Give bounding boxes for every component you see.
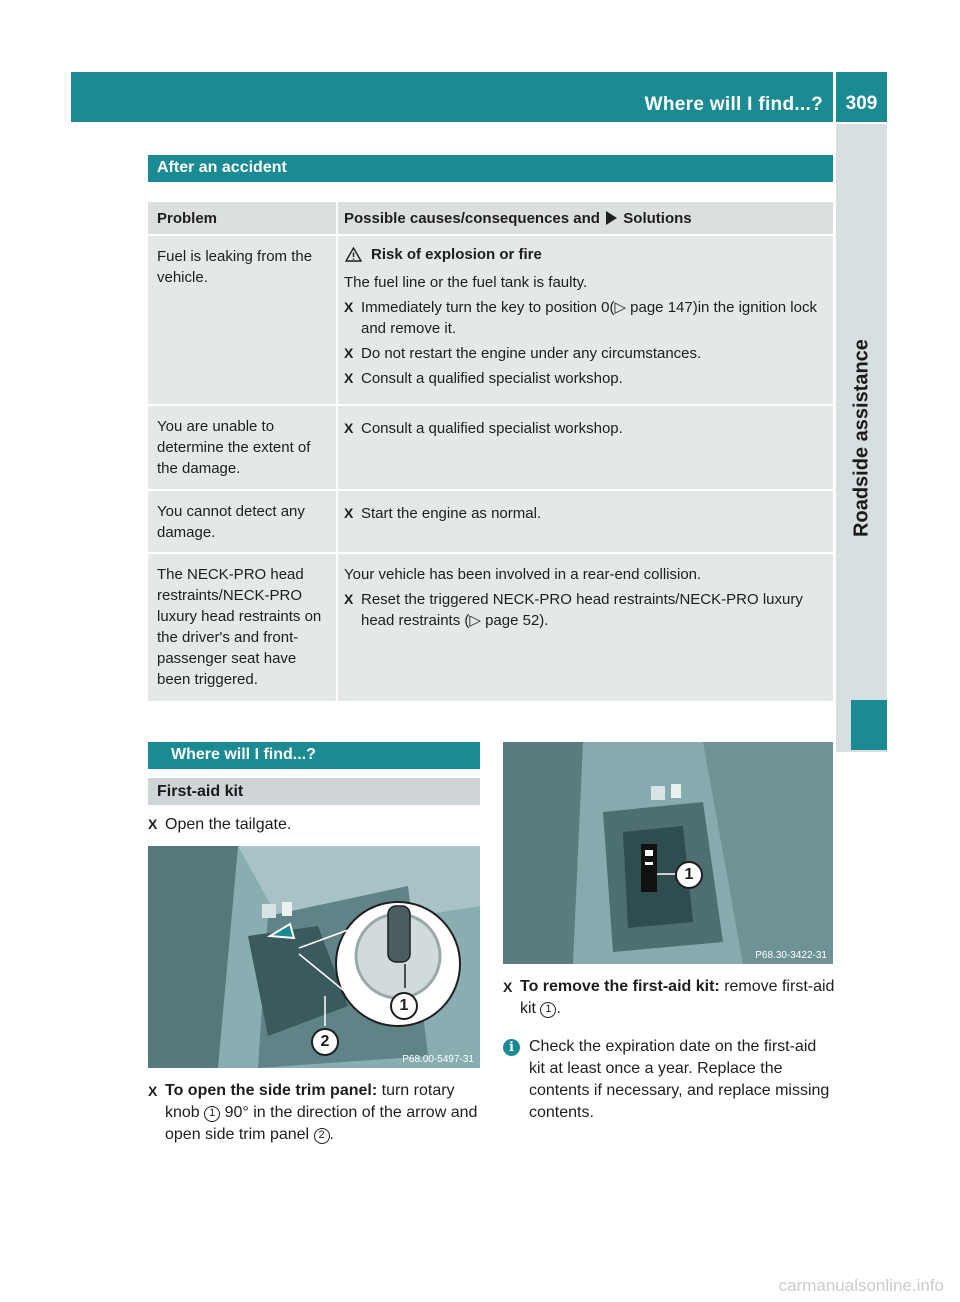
image-code: P68.30-3422-31	[755, 950, 827, 961]
table-row	[148, 491, 833, 554]
header-bar	[71, 72, 833, 122]
list-item: X Consult a qualified specialist workshop.	[344, 370, 623, 387]
section-heading-where-find	[148, 742, 480, 769]
step-marker-icon: X	[344, 591, 354, 607]
list-item: X Reset the triggered NECK-PRO head restraints/NECK-PRO luxury head restraints (▷ page 52).	[344, 591, 803, 629]
table-header	[148, 202, 833, 236]
step-open-tailgate: X Open the tailgate.	[148, 813, 480, 836]
side-tab-marker	[851, 700, 887, 750]
first-aid-kit-illustration	[503, 742, 833, 964]
cause-text: Your vehicle has been involved in a rear-end collision.	[344, 566, 702, 583]
step-marker-icon: X	[148, 816, 158, 832]
side-tab	[836, 124, 887, 752]
table-row	[148, 236, 833, 406]
info-text: Check the expiration date on the first-aid kit at least once a year. Replace the contents if necessary, and replace missing contents.	[529, 1038, 830, 1121]
warning-triangle-icon	[345, 247, 362, 262]
step-marker-icon: X	[344, 370, 354, 386]
list-item: X Immediately turn the key to position 0(▷ page 147)in the ignition lock and remove it.	[344, 299, 817, 337]
callout-ref-1: 1	[204, 1106, 220, 1122]
side-trim-panel-image	[148, 846, 480, 1068]
warning-notice	[344, 244, 829, 265]
image-code: P68.00-5497-31	[402, 1054, 474, 1065]
table-cell-problem: Fuel is leaking from the vehicle.	[157, 248, 313, 286]
table-cell-solution	[336, 406, 833, 489]
warning-text: Risk of explosion or fire	[371, 246, 542, 263]
col-header-problem: Problem	[157, 210, 218, 227]
list-item: X Consult a qualified specialist workshop.	[344, 420, 623, 437]
step-remove-first-aid-kit: X To remove the first-aid kit: remove first-aid kit 1 .	[503, 976, 835, 1020]
step-open-side-trim: X To open the side trim panel: turn rotary knob 1 90° in the direction of the arrow and open side trim panel 2 .	[148, 1080, 480, 1146]
section-heading-after-accident	[148, 155, 833, 182]
callout-ref-2: 2	[314, 1128, 330, 1144]
first-aid-kit-image	[503, 742, 833, 964]
step-marker-icon: X	[344, 505, 354, 521]
step-marker-icon: X	[344, 420, 354, 436]
step-marker-icon: X	[503, 979, 513, 995]
callout-1: 1	[390, 992, 418, 1020]
page-number: 309	[836, 72, 887, 122]
page-title: Where will I find...?	[644, 94, 823, 115]
list-item: X Start the engine as normal.	[344, 505, 542, 522]
info-note	[503, 1036, 835, 1124]
table-row	[148, 406, 833, 491]
table-cell-problem: You cannot detect any damage.	[157, 503, 305, 541]
table-cell-solution	[336, 236, 833, 404]
subsection-heading-first-aid	[148, 778, 480, 805]
step-marker-icon: X	[148, 1083, 158, 1099]
section-heading-text: After an accident	[157, 159, 287, 176]
arrow-bullet-icon	[606, 211, 617, 225]
list-item: X Do not restart the engine under any circumstances.	[344, 345, 702, 362]
cause-text: The fuel line or the fuel tank is faulty.	[344, 274, 588, 291]
table-cell-problem: You are unable to determine the extent of the damage.	[157, 418, 311, 477]
table-row	[148, 554, 833, 703]
col-header-solutions: Possible causes/consequences and Solutions	[336, 202, 833, 234]
side-tab-label: Roadside assistance	[850, 339, 872, 537]
callout-1: 1	[675, 861, 703, 889]
subsection-heading-text: First-aid kit	[157, 783, 244, 800]
table-cell-solution	[336, 554, 833, 701]
table-cell-problem: The NECK-PRO head restraints/NECK-PRO luxury head restraints on the driver's and front-passenger seat have been triggered.	[157, 566, 322, 688]
accident-table	[148, 202, 833, 703]
step-marker-icon: X	[344, 345, 354, 361]
section-heading-text: Where will I find...?	[171, 746, 316, 763]
callout-2: 2	[311, 1028, 339, 1056]
step-marker-icon: X	[344, 299, 354, 315]
callout-ref-1: 1	[540, 1002, 556, 1018]
footer-watermark: carmanualsonline.info	[778, 1276, 944, 1295]
info-icon: i	[503, 1039, 520, 1056]
table-cell-solution	[336, 491, 833, 552]
